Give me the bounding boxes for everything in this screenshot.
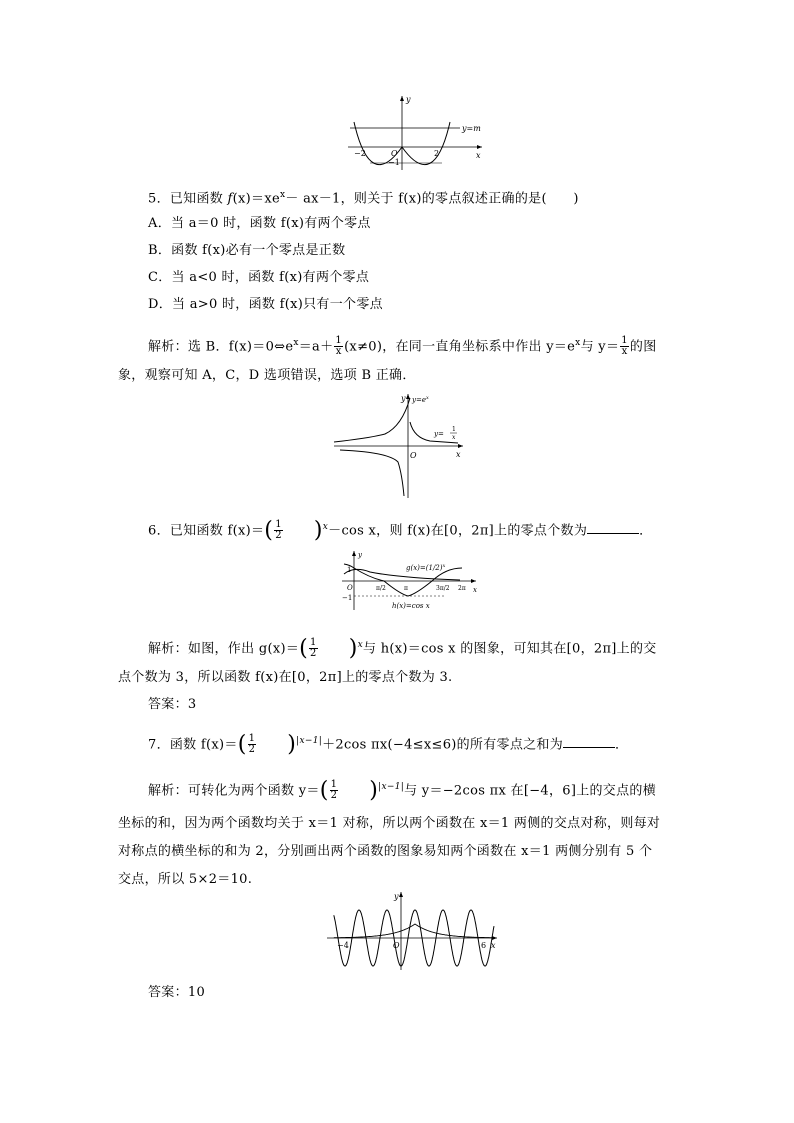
q5-solution-line1: 解析：选 B．$f(x)=0\Leftrightarrow e^x=a+$ $\frac{1}{x}$ (x≠0)，在同一直角坐标系中作出 $y=e^x$与 y＝ $\frac{1}{x}$ 的图	[148, 335, 657, 358]
q6-answer: 答案：3	[148, 697, 197, 712]
exp-reciprocal-graph	[330, 392, 470, 500]
answer-blank	[563, 735, 615, 748]
axis-y-label: y	[401, 394, 406, 403]
exp-cos-graph	[340, 550, 480, 612]
axis-x-label: x	[476, 151, 481, 160]
curve-label-reciprocal: y=	[434, 430, 444, 438]
q6-solution-line1: 解析：如图，作出 g(x)＝( $\frac{1}{2}$ )$^x$与 h(x)＝cos x 的图象，可知其在[0，2π]上的交	[148, 635, 657, 661]
tick-one: 1	[347, 566, 352, 574]
q5-option-b: B．函数 f(x)必有一个零点是正数	[148, 243, 346, 258]
cos-oscillation-graph	[325, 890, 505, 972]
tick-minus-one: −1	[342, 594, 353, 602]
tick-label: −1	[388, 158, 400, 167]
tick-label: π	[404, 585, 408, 592]
parabola-graph	[340, 92, 490, 172]
origin-label: O	[391, 149, 398, 158]
q7-solution-line4: 交点，所以 5×2＝10.	[118, 872, 253, 887]
tick-label: 2π	[458, 585, 466, 592]
q5-option-a: A．当 a＝0 时，函数 f(x)有两个零点	[148, 216, 371, 231]
line-label: y=m	[462, 124, 481, 133]
g-label: $g(x)=(1/2)^x$	[406, 563, 446, 572]
tick-label: −2	[354, 149, 366, 158]
curve-label-exp: $y=e^x$	[412, 395, 429, 404]
origin-label: O	[393, 941, 400, 950]
q5-solution-line2: 象，观察可知 A，C，D 选项错误，选项 B 正确．	[118, 368, 416, 383]
q7-solution-line2: 坐标的和，因为两个函数均关于 x＝1 对称，所以两个函数在 x＝1 两侧的交点对称，则每对	[118, 816, 661, 831]
axis-y-label: y	[406, 95, 411, 104]
q7-solution-line1: 解析：可转化为两个函数 y＝( $\frac{1}{2}$ )$^{|x-1|}$与 y＝−2cos πx 在[−4，6]上的交点的横	[148, 777, 656, 803]
tick-label: 3π/2	[436, 585, 450, 592]
tick-right: 6	[481, 941, 487, 950]
axis-y-label: y	[394, 892, 399, 901]
axis-x-label: x	[491, 941, 496, 950]
q5-stem: 5．已知函数 $f(x)=xe^x- ax-1$，则关于 f(x)的零点叙述正确的是( )	[148, 190, 579, 207]
q7-solution-line3: 对称点的横坐标的和为 2，分别画出两个函数的图象易知两个函数在 x＝1 两侧分别有 5 个	[118, 844, 653, 859]
answer-blank	[587, 521, 639, 534]
q5-option-d: D．当 a>0 时，函数 f(x)只有一个零点	[148, 297, 383, 312]
frac-num: 1	[452, 426, 456, 433]
q7-stem: 7．函数 f(x)＝( $\frac{1}{2}$ )$^{|x-1|}$＋2cos πx(−4≤x≤6)的所有零点之和为 ．	[148, 731, 629, 757]
q7-answer: 答案：10	[148, 985, 206, 1000]
tick-label: π/2	[376, 585, 386, 592]
q6-stem: 6．已知函数 f(x)＝( $\frac{1}{2}$ )$^x$－cos x，则 f(x)在[0，2π]上的零点个数为 ．	[148, 517, 653, 543]
frac-den: x	[452, 434, 456, 441]
origin-label: O	[347, 584, 353, 592]
axis-y-label: y	[358, 551, 362, 559]
tick-left: −4	[337, 941, 349, 950]
axis-x-label: x	[456, 450, 461, 459]
origin-label: O	[410, 451, 417, 460]
h-label: h(x)=cos x	[392, 602, 430, 610]
q6-solution-line2: 点个数为 3，所以函数 f(x)在[0，2π]上的零点个数为 3.	[118, 670, 453, 685]
q5-option-c: C．当 a<0 时，函数 f(x)有两个零点	[148, 270, 370, 285]
axis-x-label: x	[473, 586, 477, 594]
tick-label: 2	[434, 149, 440, 158]
